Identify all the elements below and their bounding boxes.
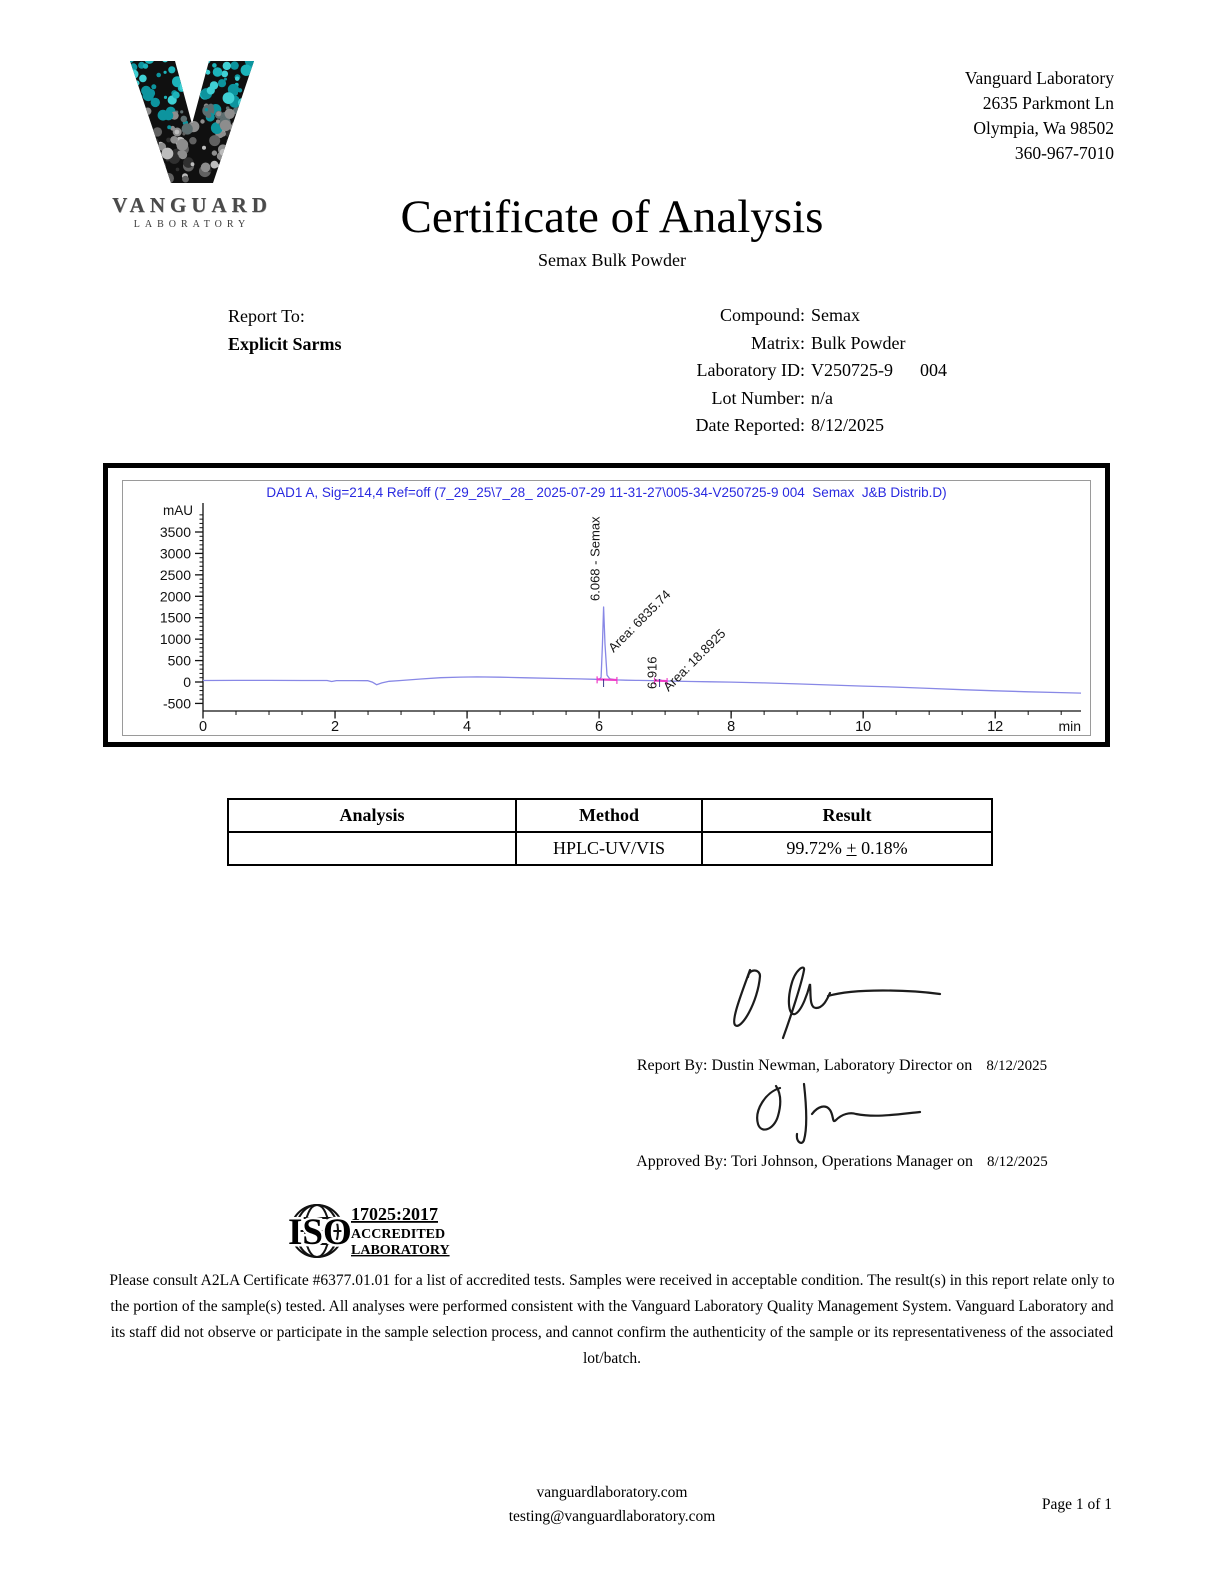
report-to-block: [228, 302, 342, 358]
signature-tori-johnson-icon: [742, 1078, 942, 1146]
info-field-value: n/a: [811, 387, 833, 408]
iso-cert-number: 17025:2017: [351, 1204, 438, 1224]
svg-text:3000: 3000: [159, 545, 191, 562]
info-field-value: Semax: [811, 305, 860, 325]
info-field-label: Compound:: [719, 305, 805, 325]
col-header-method: Method: [516, 799, 702, 832]
table-row: [228, 832, 992, 865]
info-field-label: Matrix:: [751, 332, 805, 353]
page-title: Certificate of Analysis: [400, 191, 824, 243]
svg-text:mAU: mAU: [163, 503, 193, 518]
report-by-date: 8/12/2025: [986, 1058, 1048, 1074]
report-by-signature-block: [562, 962, 1122, 1075]
result-value: 99.72%: [786, 838, 847, 858]
address-line: Olympia, Wa 98502: [973, 118, 1114, 138]
svg-text:1000: 1000: [159, 631, 191, 648]
table-header-row: [228, 799, 992, 832]
address-line: 360-967-7010: [1014, 143, 1114, 163]
results-table: [227, 798, 993, 866]
iso-laboratory-text: LABORATORY: [351, 1243, 450, 1258]
report-to-label: Report To:: [228, 306, 305, 326]
cell-result: [702, 832, 992, 865]
svg-text:min: min: [1058, 718, 1081, 733]
address-line: 2635 Parkmont Ln: [982, 93, 1114, 113]
logo-brand-text: VANGUARD: [112, 193, 272, 217]
footer-website: vanguardlaboratory.com: [536, 1484, 688, 1501]
iso-text: ISO: [288, 1212, 352, 1253]
svg-text:2000: 2000: [159, 588, 191, 605]
iso-globe-icon: [283, 1200, 453, 1262]
report-to-value: Explicit Sarms: [228, 334, 342, 354]
col-header-result: Result: [702, 799, 992, 832]
footer-contact: [0, 1481, 1224, 1529]
result-tolerance: 0.18%: [856, 838, 908, 858]
info-field-label: Lot Number:: [711, 387, 805, 408]
page-number: Page 1 of 1: [1041, 1496, 1112, 1513]
svg-text:6: 6: [595, 719, 604, 733]
svg-text:Area: 18.8925: Area: 18.8925: [660, 625, 729, 695]
svg-text:0: 0: [183, 674, 191, 690]
svg-text:2: 2: [330, 719, 340, 733]
svg-text:8: 8: [727, 719, 736, 733]
approved-by-text: Approved By: Tori Johnson, Operations Manager on: [636, 1153, 973, 1170]
cell-analysis: [228, 832, 516, 865]
info-field-value: V250725-9 004: [811, 360, 947, 380]
disclaimer-text: Please consult A2LA Certificate #6377.01.01 for a list of accredited tests. Samples were received in acceptable condition. The result(s) in this report relate only to the portion of the sample(s) tested. All analyses were performed consistent with the Vanguard Laboratory Quality Management System. Vanguard Laboratory and its staff did not observe or participate in the sample selection process, and cannot confirm the authenticity of the sample or its representativeness of the associated lot/batch.: [109, 1272, 1115, 1367]
cell-method: HPLC-UV/VIS: [516, 832, 702, 865]
svg-text:500: 500: [167, 652, 191, 669]
info-field-label: Laboratory ID:: [696, 360, 805, 380]
svg-text:1500: 1500: [159, 609, 191, 626]
logo-sub-text: LABORATORY: [133, 219, 251, 230]
svg-text:12: 12: [987, 719, 1004, 733]
report-by-text: Report By: Dustin Newman, Laboratory Director on: [636, 1057, 973, 1074]
lab-address: [965, 66, 1114, 166]
chromatogram-header: DAD1 A, Sig=214,4 Ref=off (7_29_25\7_28_ 2025-07-29 11-31-27\005-34-V250725-9 004 Semax J&B Distrib.D): [266, 485, 947, 500]
approved-by-date: 8/12/2025: [986, 1154, 1048, 1170]
info-field-value: Bulk Powder: [811, 332, 906, 353]
svg-text:10: 10: [855, 719, 872, 733]
logo-v-icon: [117, 58, 267, 186]
svg-text:0: 0: [198, 719, 208, 733]
footer-email: testing@vanguardlaboratory.com: [508, 1508, 716, 1525]
signature-dustin-newman-icon: [725, 962, 960, 1050]
approved-by-line: [562, 1153, 1122, 1171]
iso-accreditation-badge: [283, 1200, 453, 1267]
svg-text:4: 4: [463, 719, 472, 733]
chromatogram-frame: [103, 463, 1110, 747]
chromatogram-plot-area: [122, 480, 1091, 736]
chromatogram-chart: [123, 481, 1088, 733]
col-header-analysis: Analysis: [228, 799, 516, 832]
plus-minus-sign: +: [846, 838, 857, 858]
page-subtitle: Semax Bulk Powder: [538, 250, 686, 270]
iso-accredited-text: ACCREDITED: [351, 1227, 446, 1242]
svg-text:6.068 - Semax: 6.068 - Semax: [587, 516, 603, 601]
sample-info-block: [610, 302, 947, 440]
info-field-label: Date Reported:: [695, 415, 805, 435]
svg-text:Area: 6835.74: Area: 6835.74: [605, 586, 674, 656]
info-field-value: 8/12/2025: [811, 415, 885, 435]
report-by-line: [562, 1057, 1122, 1075]
svg-text:3500: 3500: [159, 524, 191, 541]
svg-text:2500: 2500: [159, 566, 191, 583]
svg-text:6.916: 6.916: [644, 656, 660, 689]
approved-by-signature-block: [562, 1078, 1122, 1171]
svg-text:-500: -500: [162, 695, 191, 712]
address-line: Vanguard Laboratory: [964, 68, 1114, 88]
